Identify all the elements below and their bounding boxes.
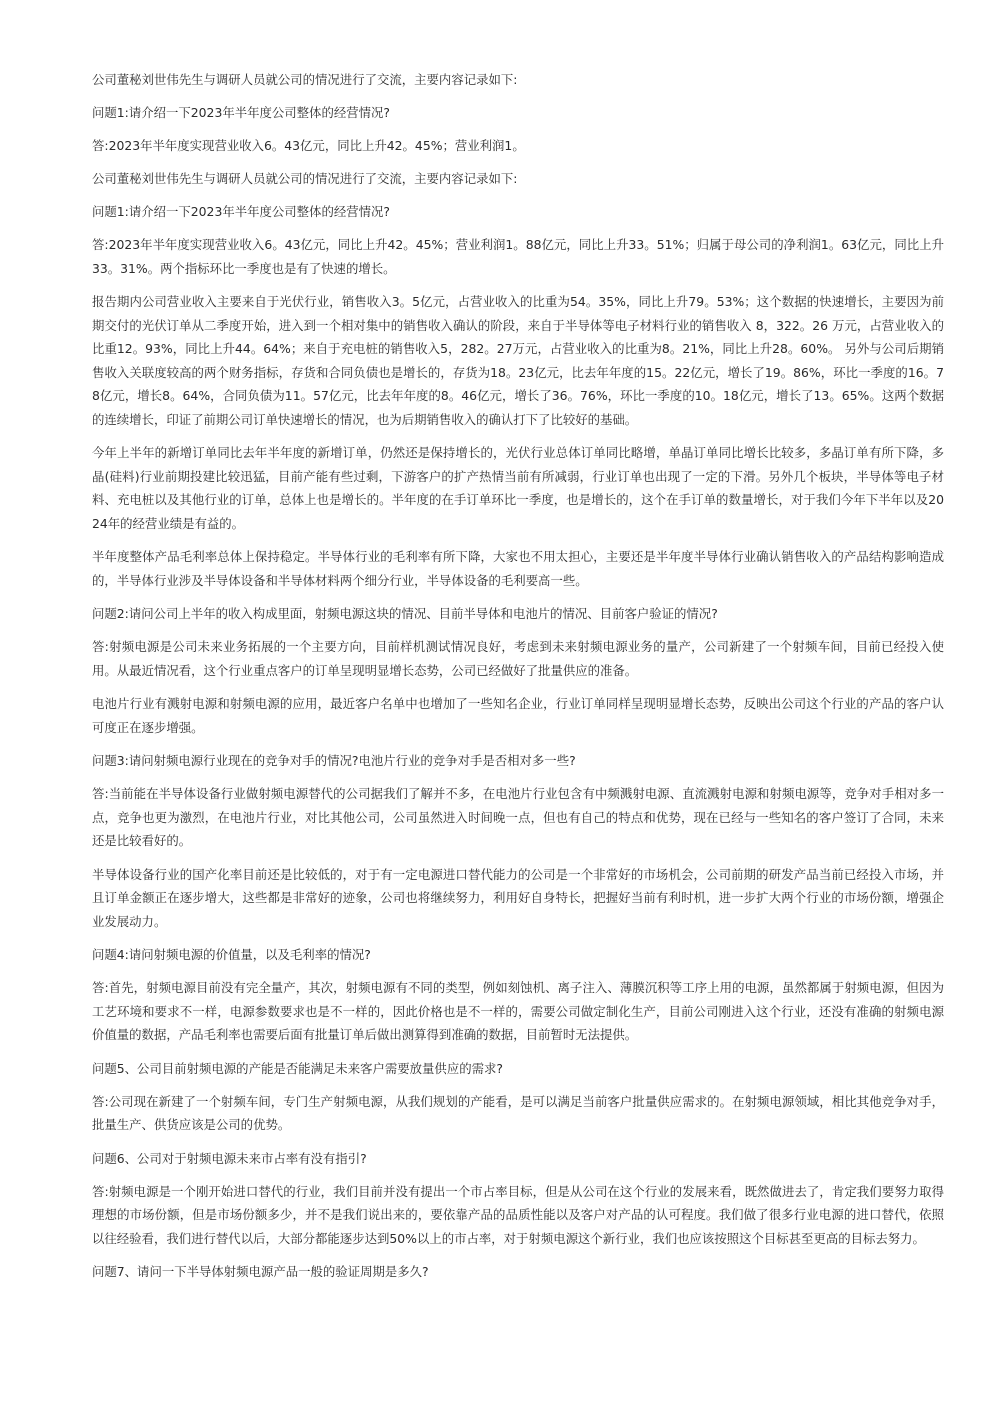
battery-cell-paragraph: 电池片行业有溅射电源和射频电源的应用，最近客户名单中也增加了一些知名企业，行业订单同样呈现明显增长态势，反映出公司这个行业的产品的客户认可度正在逐步增强。 — [92, 696, 944, 735]
answer-6-paragraph: 答:射频电源是一个刚开始进口替代的行业，我们目前并没有提出一个市占率目标，但是从公司在这个行业的发展来看，既然做进去了，肯定我们要努力取得理想的市场份额，但是市场份额多少，并不是我们说出来的，要依靠产品的品质性能以及客户对产品的认可程度。我们做了很多行业电源的进口替代，依照以往经验看，我们进行替代以后，大部分都能逐步达到50%以上的市占率，对于射频电源这个新行业，我们也应该按照这个目标甚至更高的目标去努力。 — [92, 1183, 944, 1246]
intro-paragraph-repeat: 公司董秘刘世伟先生与调研人员就公司的情况进行了交流，主要内容记录如下: — [92, 171, 518, 186]
question-1-heading-repeat: 问题1:请介绍一下2023年半年度公司整体的经营情况? — [92, 204, 390, 219]
localization-paragraph: 半导体设备行业的国产化率目前还是比较低的，对于有一定电源进口替代能力的公司是一个非常好的市场机会，公司前期的研发产品当前已经投入市场，并且订单金额正在逐步增大，这些都是非常好的迹象，公司也将继续努力，利用好自身特长，把握好当前有利时机，进一步扩大两个行业的市场份额，增强企业发展动力。 — [92, 866, 944, 929]
answer-4-paragraph: 答:首先，射频电源目前没有完全量产，其次，射频电源有不同的类型，例如刻蚀机、离子注入、薄膜沉积等工序上用的电源，虽然都属于射频电源，但因为工艺环境和要求不一样，电源参数要求也是不一样的，因此价格也是不一样的，需要公司做定制化生产，目前公司刚进入这个行业，还没有准确的射频电源价值量的数据，产品毛利率也需要后面有批量订单后做出测算得到准确的数据，目前暂时无法提供。 — [92, 980, 944, 1042]
revenue-breakdown-paragraph: 报告期内公司营业收入主要来自于光伏行业，销售收入3。5亿元，占营业收入的比重为54。35%，同比上升79。53%；这个数据的快速增长，主要因为前期交付的光伏订单从二季度开始，进入到一个相对集中的销售收入确认的阶段，来自于半导体等电子材料行业的销售收入 8，322。26 万元，占营业收入的比重12。93%，同比上升44。64%；来自于充电桩的销售收入5，282。27万元，占营业收入的比重为8。21%，同比上升28。60%。 另外与公司后期销售收入关联度较高的两个财务指标，存货和合同负债也是增长的，存货为18。23亿元，比去年年度的15。22亿元，增长了19。86%，环比一季度的16。78亿元，增长8。64%，合同负债为11。57亿元，比去年年度的8。46亿元，增长了36。76%，环比一季度的10。18亿元，增长了13。65%。这两个数据的连续增长，印证了前期公司订单快速增长的情况，也为后期销售收入的确认打下了比较好的基础。 — [92, 294, 944, 427]
intro-paragraph: 公司董秘刘世伟先生与调研人员就公司的情况进行了交流，主要内容记录如下: — [92, 72, 518, 87]
question-3-heading: 问题3:请问射频电源行业现在的竞争对手的情况?电池片行业的竞争对手是否相对多一些? — [92, 753, 576, 768]
answer-3-paragraph: 答:当前能在半导体设备行业做射频电源替代的公司据我们了解并不多，在电池片行业包含有中频溅射电源、直流溅射电源和射频电源等，竞争对手相对多一点，竞争也更为激烈，在电池片行业，对比其他公司，公司虽然进入时间晚一点，但也有自己的特点和优势，现在已经与一些知名的客户签订了合同，未来还是比较看好的。 — [92, 786, 944, 848]
question-1-heading: 问题1:请介绍一下2023年半年度公司整体的经营情况? — [92, 105, 390, 120]
question-6-heading: 问题6、公司对于射频电源未来市占率有没有指引? — [92, 1150, 367, 1166]
answer-1-paragraph: 答:2023年半年度实现营业收入6。43亿元，同比上升42。45%；营业利润1。88亿元，同比上升33。51%；归属于母公司的净利润1。63亿元，同比上升33。31%。两个指标环比一季度也是有了快速的增长。 — [92, 237, 944, 276]
question-5-heading: 问题5、公司目前射频电源的产能是否能满足未来客户需要放量供应的需求? — [92, 1060, 503, 1076]
answer-2-paragraph: 答:射频电源是公司未来业务拓展的一个主要方向，目前样机测试情况良好，考虑到未来射频电源业务的量产，公司新建了一个射频车间，目前已经投入使用。从最近情况看，这个行业重点客户的订单呈现明显增长态势，公司已经做好了批量供应的准备。 — [92, 639, 944, 678]
question-4-heading: 问题4:请问射频电源的价值量，以及毛利率的情况? — [92, 947, 371, 962]
question-2-heading: 问题2:请问公司上半年的收入构成里面，射频电源这块的情况、目前半导体和电池片的情况、目前客户验证的情况? — [92, 606, 718, 621]
answer-1-truncated: 答:2023年半年度实现营业收入6。43亿元，同比上升42。45%；营业利润1。 — [92, 138, 525, 153]
orders-paragraph: 今年上半年的新增订单同比去年半年度的新增订单，仍然还是保持增长的，光伏行业总体订单同比略增，单晶订单同比增长比较多，多晶订单有所下降，多晶(硅料)行业前期投建比较迅猛，目前产能有些过剩，下游客户的扩产热情当前有所减弱，行业订单也出现了一定的下滑。另外几个板块，半导体等电子材料、充电桩以及其他行业的订单，总体上也是增长的。半年度的在手订单环比一季度，也是增长的，这个在手订单的数量增长，对于我们今年下半年以及2024年的经营业绩是有益的。 — [92, 445, 944, 531]
gross-margin-paragraph: 半年度整体产品毛利率总体上保持稳定。半导体行业的毛利率有所下降，大家也不用太担心，主要还是半年度半导体行业确认销售收入的产品结构影响造成的，半导体行业涉及半导体设备和半导体材料两个细分行业，半导体设备的毛利要高一些。 — [92, 549, 944, 588]
question-7-heading: 问题7、请问一下半导体射频电源产品一般的验证周期是多久? — [92, 1264, 429, 1279]
document-body — [92, 68, 944, 1293]
answer-5-paragraph: 答:公司现在新建了一个射频车间，专门生产射频电源，从我们规划的产能看，是可以满足当前客户批量供应需求的。在射频电源领域，相比其他竞争对手，批量生产、供货应该是公司的优势。 — [92, 1093, 944, 1132]
